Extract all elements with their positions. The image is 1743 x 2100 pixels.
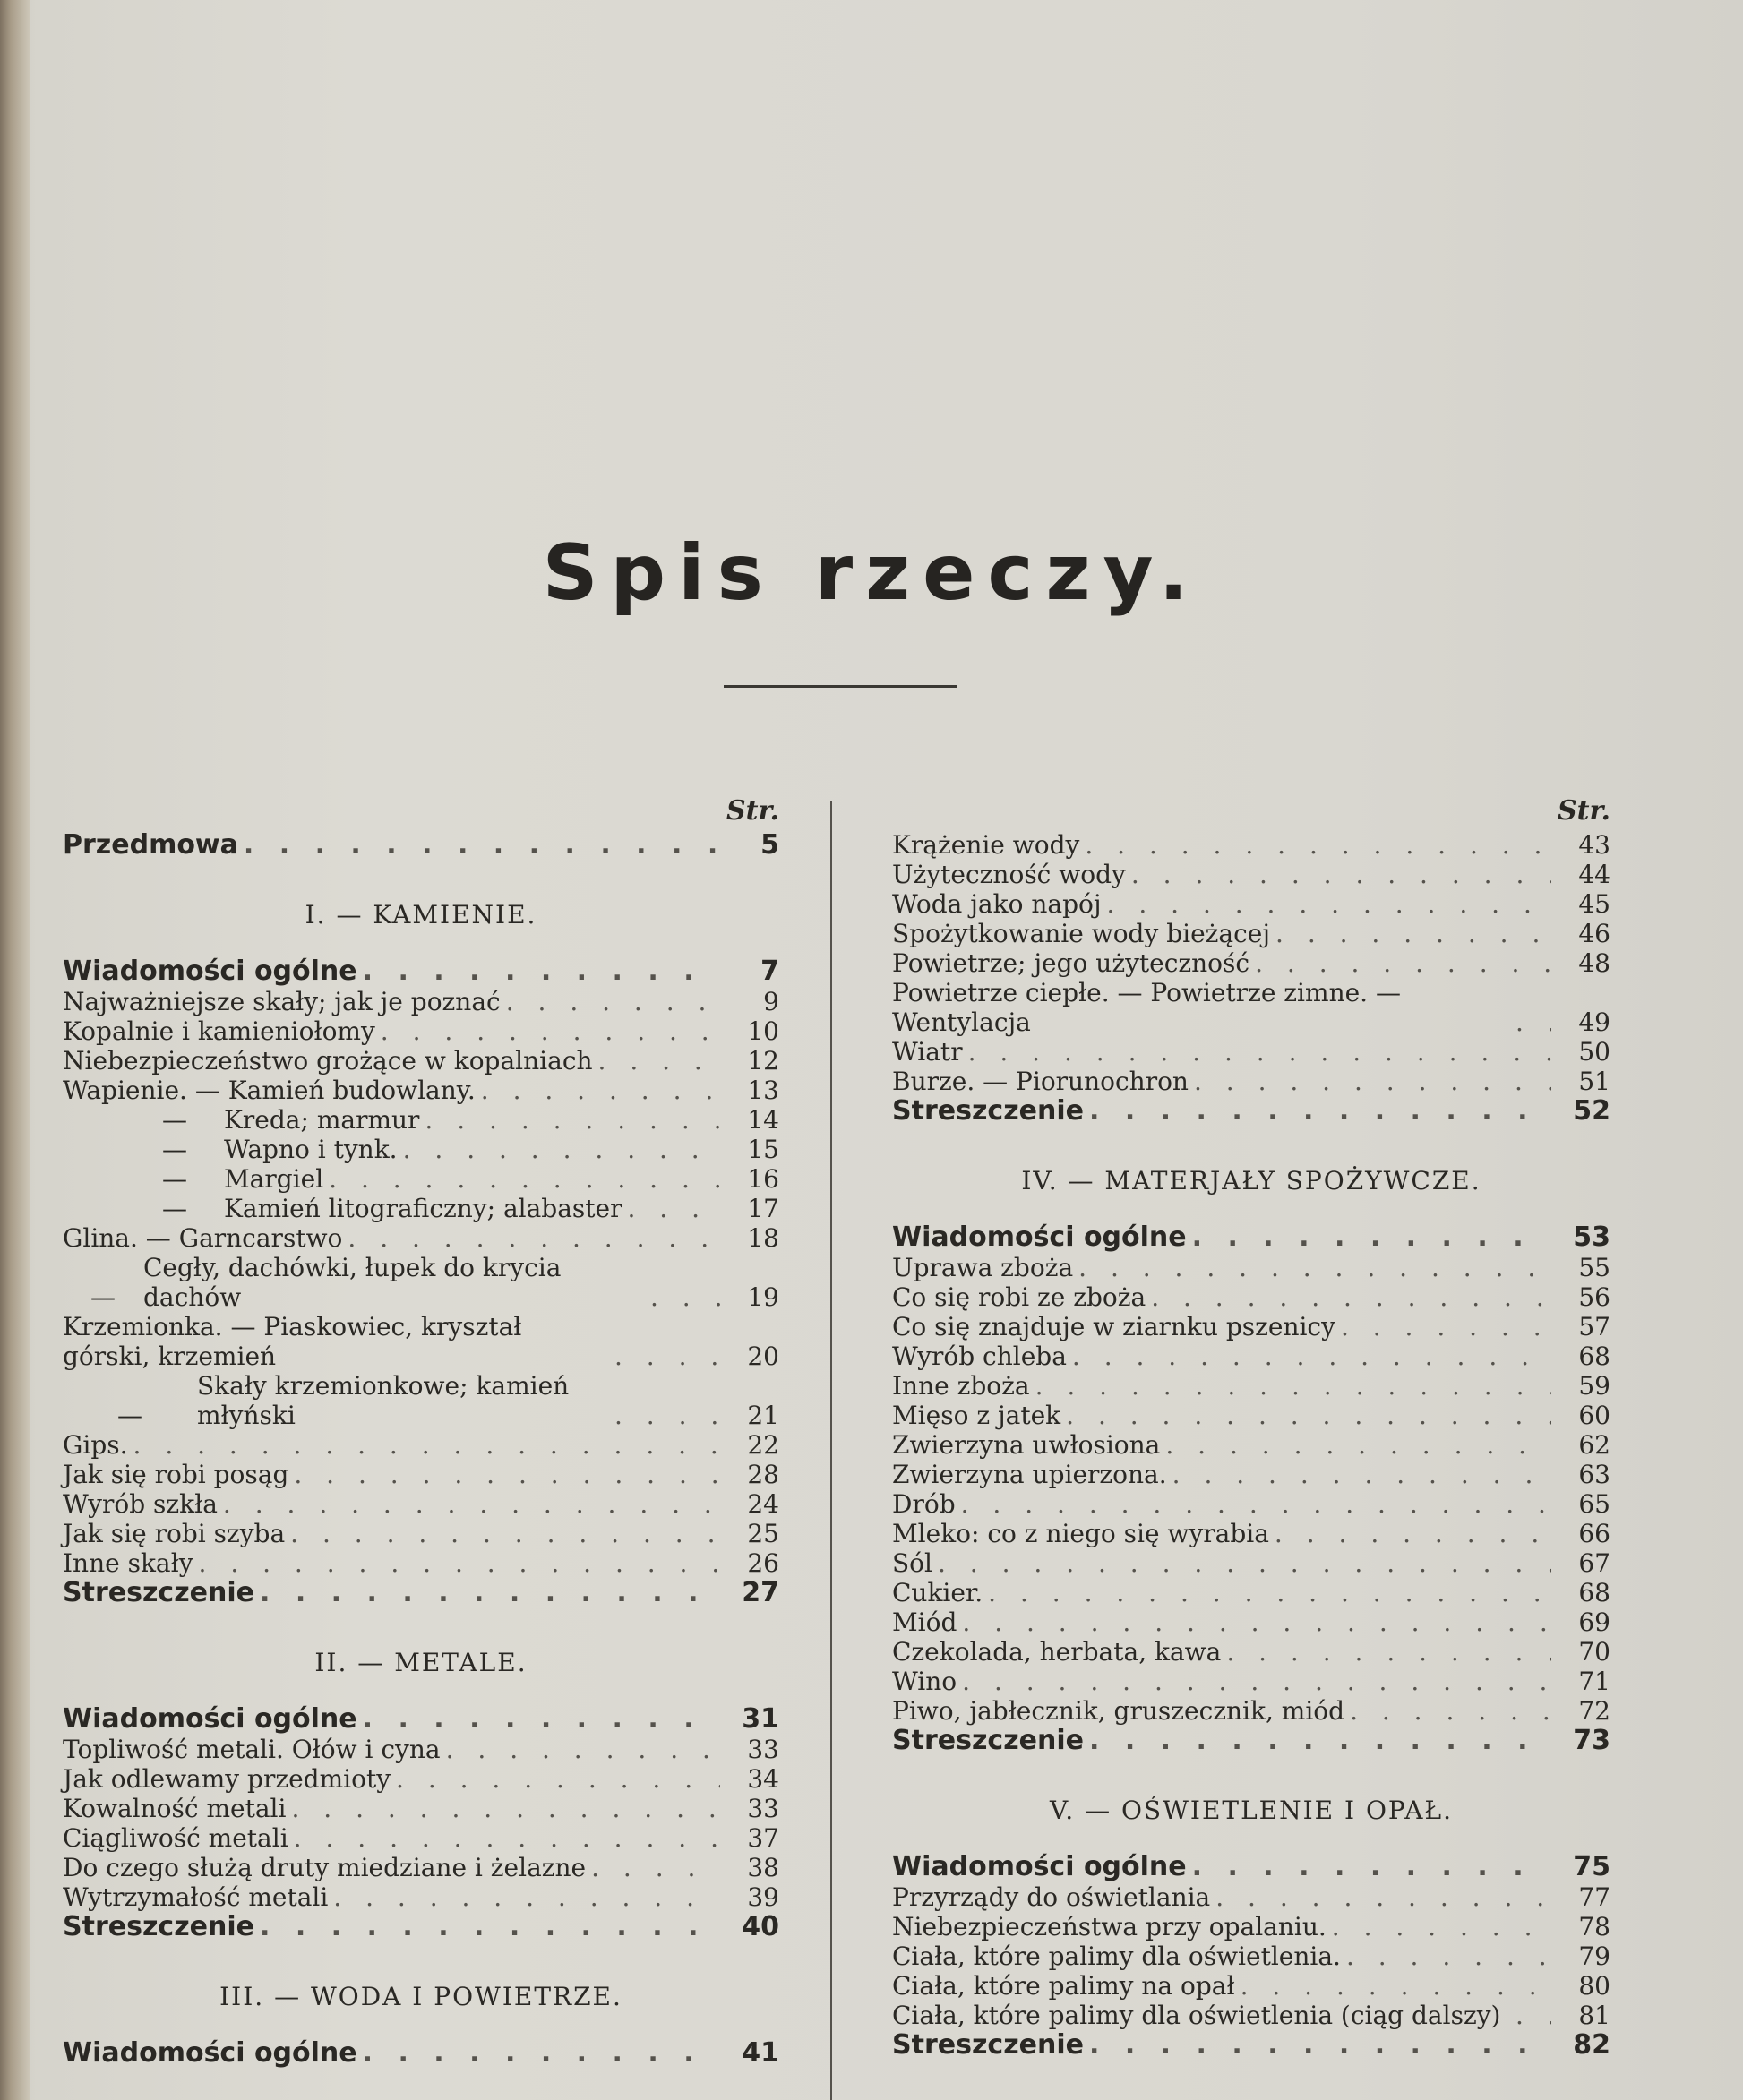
entry-page: 18 xyxy=(747,1223,779,1253)
toc-entry xyxy=(63,987,779,1016)
entry-page: 43 xyxy=(1578,830,1610,860)
entry-page: 21 xyxy=(747,1401,779,1430)
entry-page: 65 xyxy=(1578,1489,1610,1519)
entry-page: 15 xyxy=(747,1135,779,1164)
toc-entry xyxy=(63,1430,779,1460)
leader-dots xyxy=(396,1764,720,1794)
toc-entry xyxy=(892,1096,1610,1127)
entry-page: 73 xyxy=(1573,1725,1610,1756)
leader-dots xyxy=(1515,1007,1551,1037)
leader-dots xyxy=(363,956,720,987)
entry-label: Wapno i tynk. xyxy=(224,1135,398,1164)
toc-entry xyxy=(63,1735,779,1764)
leader-dots xyxy=(333,1882,720,1912)
leader-dots xyxy=(614,1341,720,1371)
entry-label: Glina. — Garncarstwo xyxy=(63,1223,343,1253)
entry-label: Do czego służą druty miedziane i żelazne xyxy=(63,1853,587,1882)
entry-label: Inne zboża xyxy=(892,1371,1030,1401)
entry-label: Niebezpieczeństwo grożące w kopalniach xyxy=(63,1046,593,1076)
entry-label: Wiadomości ogólne xyxy=(63,956,357,987)
section-heading-4: IV. — MATERJAŁY SPOŻYWCZE. xyxy=(1021,1166,1481,1196)
entry-page: 26 xyxy=(747,1548,779,1578)
toc-entry xyxy=(892,1341,1610,1371)
entry-label: Ciągliwość metali xyxy=(63,1823,288,1853)
entry-page: 37 xyxy=(747,1823,779,1853)
title-rule xyxy=(724,685,957,688)
leader-dots xyxy=(381,1016,720,1046)
leader-dots xyxy=(244,830,720,861)
entry-label: Cukier. xyxy=(892,1578,983,1607)
entry-page: 40 xyxy=(742,1911,779,1942)
entry-page: 20 xyxy=(747,1341,779,1371)
toc-entry xyxy=(892,1548,1610,1578)
entry-page: 68 xyxy=(1578,1341,1610,1371)
entry-page: 81 xyxy=(1578,2001,1610,2030)
entry-page: 46 xyxy=(1578,919,1610,948)
entry-label: Wiatr xyxy=(892,1037,963,1067)
leader-dots xyxy=(1515,2001,1551,2030)
entry-label: Streszczenie xyxy=(892,1725,1084,1756)
toc-entry xyxy=(63,1223,779,1253)
leader-dots xyxy=(1085,830,1551,860)
leader-dots xyxy=(1131,860,1551,889)
entry-label: Cegły, dachówki, łupek do krycia dachów xyxy=(143,1253,562,1312)
leader-dots xyxy=(968,1037,1551,1067)
toc-entry xyxy=(892,1371,1610,1401)
leader-dots xyxy=(329,1164,720,1194)
entry-page: 25 xyxy=(747,1519,779,1548)
entry-page: 67 xyxy=(1578,1548,1610,1578)
entry-page: 59 xyxy=(1578,1371,1610,1401)
entry-page: 41 xyxy=(742,2037,779,2069)
entry-page: 80 xyxy=(1578,1971,1610,2001)
toc-entry xyxy=(892,1667,1610,1696)
toc-entry xyxy=(892,1726,1610,1756)
toc-entry xyxy=(892,1430,1610,1460)
toc-entry xyxy=(63,1460,779,1489)
entry-label: Czekolada, herbata, kawa xyxy=(892,1637,1222,1667)
toc-entry xyxy=(892,948,1610,978)
entry-page: 5 xyxy=(760,829,779,861)
entry-page: 34 xyxy=(747,1764,779,1794)
page-header-str: Str. xyxy=(726,795,779,827)
entry-label: Sól xyxy=(892,1548,932,1578)
entry-page: 33 xyxy=(747,1735,779,1764)
leader-dots xyxy=(1215,1882,1551,1912)
section-heading-5: V. — OŚWIETLENIE I OPAŁ. xyxy=(1049,1796,1454,1825)
entry-label: Miód xyxy=(892,1607,957,1637)
leader-dots xyxy=(1107,889,1551,919)
section-heading-2: II. — METALE. xyxy=(314,1648,528,1677)
entry-label: Zwierzyna uwłosiona xyxy=(892,1430,1161,1460)
leader-dots xyxy=(1172,1460,1551,1489)
entry-page: 7 xyxy=(760,956,779,987)
toc-entry xyxy=(892,1312,1610,1341)
toc-entry xyxy=(63,1519,779,1548)
entry-page: 63 xyxy=(1578,1460,1610,1489)
entry-label: Krążenie wody xyxy=(892,830,1080,860)
entry-label: Niebezpieczeństwa przy opalaniu. xyxy=(892,1912,1327,1941)
entry-label: Wapienie. — Kamień budowlany. xyxy=(63,1076,476,1105)
entry-label: Wiadomości ogólne xyxy=(63,2037,357,2069)
entry-label: Wiadomości ogólne xyxy=(892,1851,1187,1882)
toc-entry xyxy=(63,1016,779,1046)
toc-entry xyxy=(63,1076,779,1105)
toc-entry xyxy=(63,1578,779,1608)
entry-page: 66 xyxy=(1578,1519,1610,1548)
leader-dots xyxy=(1072,1341,1551,1371)
toc-entry xyxy=(892,1519,1610,1548)
leader-dots xyxy=(133,1430,720,1460)
entry-label: Streszczenie xyxy=(63,1577,254,1608)
entry-page: 28 xyxy=(747,1460,779,1489)
entry-label: Skały krzemionkowe; kamień młyński xyxy=(197,1371,570,1430)
entry-label: Ciała, które palimy dla oświetlenia. xyxy=(892,1941,1341,1971)
entry-label: Kopalnie i kamieniołomy xyxy=(63,1016,375,1046)
section-heading-3: III. — WODA I POWIETRZE. xyxy=(219,1982,622,2011)
leader-dots xyxy=(363,1704,720,1735)
toc-entry xyxy=(63,1135,779,1164)
entry-page: 60 xyxy=(1578,1401,1610,1430)
leader-dots xyxy=(1151,1282,1551,1312)
entry-page: 82 xyxy=(1573,2029,1610,2061)
leader-dots xyxy=(294,1823,720,1853)
entry-label: Zwierzyna upierzona. xyxy=(892,1460,1167,1489)
entry-page: 68 xyxy=(1578,1578,1610,1607)
toc-entry xyxy=(892,2030,1610,2061)
entry-page: 12 xyxy=(747,1046,779,1076)
toc-entry xyxy=(63,1704,779,1735)
page-title: Spis rzeczy. xyxy=(542,528,1201,618)
entry-page: 17 xyxy=(747,1194,779,1223)
entry-page: 27 xyxy=(742,1577,779,1608)
leader-dots xyxy=(403,1135,720,1164)
leader-dots xyxy=(598,1046,720,1076)
em-dash: — xyxy=(162,1105,187,1135)
leader-dots xyxy=(1346,1941,1551,1971)
toc-entry xyxy=(63,1548,779,1578)
toc-entry xyxy=(892,1607,1610,1637)
page-header-str: Str. xyxy=(1557,795,1610,827)
em-dash: — xyxy=(90,1282,116,1312)
toc-entry xyxy=(892,1696,1610,1726)
entry-page: 75 xyxy=(1573,1851,1610,1882)
entry-page: 53 xyxy=(1573,1221,1610,1253)
leader-dots xyxy=(962,1667,1551,1696)
entry-page: 78 xyxy=(1578,1912,1610,1941)
toc-entry xyxy=(892,1637,1610,1667)
leader-dots xyxy=(627,1194,720,1223)
leader-dots xyxy=(962,1607,1551,1637)
entry-page: 22 xyxy=(747,1430,779,1460)
toc-entry xyxy=(892,1037,1610,1067)
leader-dots xyxy=(223,1489,720,1519)
entry-page: 69 xyxy=(1578,1607,1610,1637)
entry-page: 51 xyxy=(1578,1067,1610,1096)
leader-dots xyxy=(938,1548,1551,1578)
entry-page: 38 xyxy=(747,1853,779,1882)
entry-page: 77 xyxy=(1578,1882,1610,1912)
entry-label: Przyrządy do oświetlania xyxy=(892,1882,1211,1912)
entry-label: Piwo, jabłecznik, gruszecznik, miód xyxy=(892,1696,1345,1726)
entry-label: Drób xyxy=(892,1489,956,1519)
entry-page: 72 xyxy=(1578,1696,1610,1726)
entry-page: 62 xyxy=(1578,1430,1610,1460)
em-dash: — xyxy=(117,1401,142,1430)
leader-dots xyxy=(348,1223,720,1253)
toc-entry xyxy=(63,1194,779,1223)
entry-label: Najważniejsze skały; jak je poznać xyxy=(63,987,501,1016)
leader-dots xyxy=(1089,2030,1551,2061)
entry-page: 49 xyxy=(1578,1007,1610,1037)
entry-label: Gips. xyxy=(63,1430,128,1460)
toc-entry xyxy=(63,1823,779,1853)
leader-dots xyxy=(1165,1430,1551,1460)
entry-label: Kowalność metali xyxy=(63,1794,287,1823)
entry-page: 31 xyxy=(742,1703,779,1735)
entry-page: 56 xyxy=(1578,1282,1610,1312)
entry-label: Streszczenie xyxy=(892,1095,1084,1127)
leader-dots xyxy=(1275,1519,1551,1548)
leader-dots xyxy=(260,1578,720,1608)
entry-page: 13 xyxy=(747,1076,779,1105)
entry-label: Co się robi ze zboża xyxy=(892,1282,1146,1312)
entry-label: Krzemionka. — Piaskowiec, kryształ górski, krzemień xyxy=(63,1312,522,1371)
entry-label: Topliwość metali. Ołów i cyna xyxy=(63,1735,441,1764)
toc-entry xyxy=(892,830,1610,860)
entry-label: Wyrób szkła xyxy=(63,1489,218,1519)
leader-dots xyxy=(1035,1371,1551,1401)
entry-page: 24 xyxy=(747,1489,779,1519)
leader-dots xyxy=(1192,1852,1551,1882)
leader-dots xyxy=(1275,919,1551,948)
entry-label: Wyrób chleba xyxy=(892,1341,1067,1371)
toc-entry xyxy=(892,1282,1610,1312)
entry-page: 33 xyxy=(747,1794,779,1823)
toc-entry xyxy=(63,1882,779,1912)
leader-dots xyxy=(294,1460,720,1489)
toc-entry xyxy=(892,889,1610,919)
leader-dots xyxy=(446,1735,720,1764)
entry-label: Jak się robi szyba xyxy=(63,1519,286,1548)
leader-dots xyxy=(1194,1067,1551,1096)
toc-entry xyxy=(63,1312,779,1371)
entry-label: Burze. — Piorunochron xyxy=(892,1067,1189,1096)
leader-dots xyxy=(614,1401,720,1430)
leader-dots xyxy=(481,1076,720,1105)
entry-label: Inne skały xyxy=(63,1548,193,1578)
entry-label: Kreda; marmur xyxy=(224,1105,420,1135)
toc-entry xyxy=(63,956,779,987)
toc-entry-preface xyxy=(63,830,779,861)
leader-dots xyxy=(988,1578,1551,1607)
leader-dots xyxy=(1341,1312,1551,1341)
leader-dots xyxy=(1089,1096,1551,1127)
toc-entry xyxy=(892,1578,1610,1607)
entry-label: Mięso z jatek xyxy=(892,1401,1061,1430)
toc-entry xyxy=(892,2001,1610,2030)
leader-dots xyxy=(1241,1971,1551,2001)
toc-entry xyxy=(892,1971,1610,2001)
entry-label: Woda jako napój xyxy=(892,889,1102,919)
toc-entry xyxy=(63,1253,779,1312)
entry-page: 48 xyxy=(1578,948,1610,978)
entry-page: 55 xyxy=(1578,1253,1610,1282)
entry-page: 57 xyxy=(1578,1312,1610,1341)
leader-dots xyxy=(650,1282,720,1312)
entry-page: 10 xyxy=(747,1016,779,1046)
leader-dots xyxy=(260,1912,720,1942)
toc-entry xyxy=(63,1489,779,1519)
entry-label: Kamień litograficzny; alabaster xyxy=(224,1194,622,1223)
toc-entry xyxy=(892,1852,1610,1882)
toc-entry xyxy=(892,919,1610,948)
leader-dots xyxy=(506,987,720,1016)
leader-dots xyxy=(1350,1696,1551,1726)
toc-entry xyxy=(63,1105,779,1135)
leader-dots xyxy=(1066,1401,1551,1430)
entry-label: Streszczenie xyxy=(63,1911,254,1942)
toc-entry xyxy=(892,1460,1610,1489)
toc-entry xyxy=(892,1489,1610,1519)
leader-dots xyxy=(425,1105,720,1135)
leader-dots xyxy=(1255,948,1551,978)
entry-label: Co się znajduje w ziarnku pszenicy xyxy=(892,1312,1335,1341)
toc-entry xyxy=(892,1222,1610,1253)
toc-entry xyxy=(63,1764,779,1794)
entry-label: Przedmowa xyxy=(63,829,238,861)
entry-page: 44 xyxy=(1578,860,1610,889)
right-column xyxy=(892,793,1610,2061)
entry-label: Uprawa zboża xyxy=(892,1253,1074,1282)
entry-label: Powietrze ciepłe. — Powietrze zimne. — Wentylacja xyxy=(892,978,1401,1037)
column-divider xyxy=(830,801,832,2100)
entry-label: Ciała, które palimy dla oświetlenia (ciąg dalszy) xyxy=(892,2001,1501,2030)
em-dash: — xyxy=(162,1194,187,1223)
toc-entry xyxy=(892,1941,1610,1971)
toc-entry xyxy=(892,1067,1610,1096)
toc-entry xyxy=(63,1371,779,1430)
leader-dots xyxy=(363,2038,720,2069)
entry-page: 45 xyxy=(1578,889,1610,919)
entry-page: 50 xyxy=(1578,1037,1610,1067)
entry-page: 19 xyxy=(747,1282,779,1312)
toc-entry xyxy=(63,1046,779,1076)
entry-page: 70 xyxy=(1578,1637,1610,1667)
toc-entry xyxy=(892,1401,1610,1430)
entry-page: 79 xyxy=(1578,1941,1610,1971)
toc-entry xyxy=(892,1882,1610,1912)
leader-dots xyxy=(1089,1726,1551,1756)
entry-label: Spożytkowanie wody bieżącej xyxy=(892,919,1271,948)
toc-entry xyxy=(892,1912,1610,1941)
entry-label: Użyteczność wody xyxy=(892,860,1126,889)
entry-page: 14 xyxy=(747,1105,779,1135)
toc-entry xyxy=(63,1794,779,1823)
left-column xyxy=(63,793,779,2069)
toc-entry xyxy=(63,1853,779,1882)
entry-page: 16 xyxy=(747,1164,779,1194)
leader-dots xyxy=(199,1548,720,1578)
entry-label: Wino xyxy=(892,1667,957,1696)
toc-entry xyxy=(63,1164,779,1194)
toc-entry xyxy=(892,1253,1610,1282)
leader-dots xyxy=(291,1794,720,1823)
entry-page: 39 xyxy=(747,1882,779,1912)
entry-label: Ciała, które palimy na opał xyxy=(892,1971,1235,2001)
entry-label: Wytrzymałość metali xyxy=(63,1882,329,1912)
entry-page: 52 xyxy=(1573,1095,1610,1127)
leader-dots xyxy=(1078,1253,1551,1282)
entry-label: Powietrze; jego użyteczność xyxy=(892,948,1250,978)
toc-entry xyxy=(892,860,1610,889)
entry-page: 71 xyxy=(1578,1667,1610,1696)
entry-label: Wiadomości ogólne xyxy=(892,1221,1187,1253)
leader-dots xyxy=(1226,1637,1551,1667)
em-dash: — xyxy=(162,1135,187,1164)
entry-label: Wiadomości ogólne xyxy=(63,1703,357,1735)
toc-entry xyxy=(892,978,1610,1037)
entry-label: Margiel xyxy=(224,1164,324,1194)
leader-dots xyxy=(1192,1222,1551,1253)
leader-dots xyxy=(290,1519,720,1548)
toc-entry xyxy=(63,2038,779,2069)
entry-label: Jak się robi posąg xyxy=(63,1460,289,1489)
entry-label: Mleko: co z niego się wyrabia xyxy=(892,1519,1269,1548)
em-dash: — xyxy=(162,1164,187,1194)
entry-label: Jak odlewamy przedmioty xyxy=(63,1764,391,1794)
book-spine xyxy=(0,0,30,2100)
section-heading-1: I. — KAMIENIE. xyxy=(305,900,537,930)
toc-entry xyxy=(63,1912,779,1942)
entry-label: Streszczenie xyxy=(892,2029,1084,2061)
leader-dots xyxy=(1332,1912,1551,1941)
entry-page: 9 xyxy=(763,987,779,1016)
leader-dots xyxy=(961,1489,1551,1519)
leader-dots xyxy=(591,1853,720,1882)
